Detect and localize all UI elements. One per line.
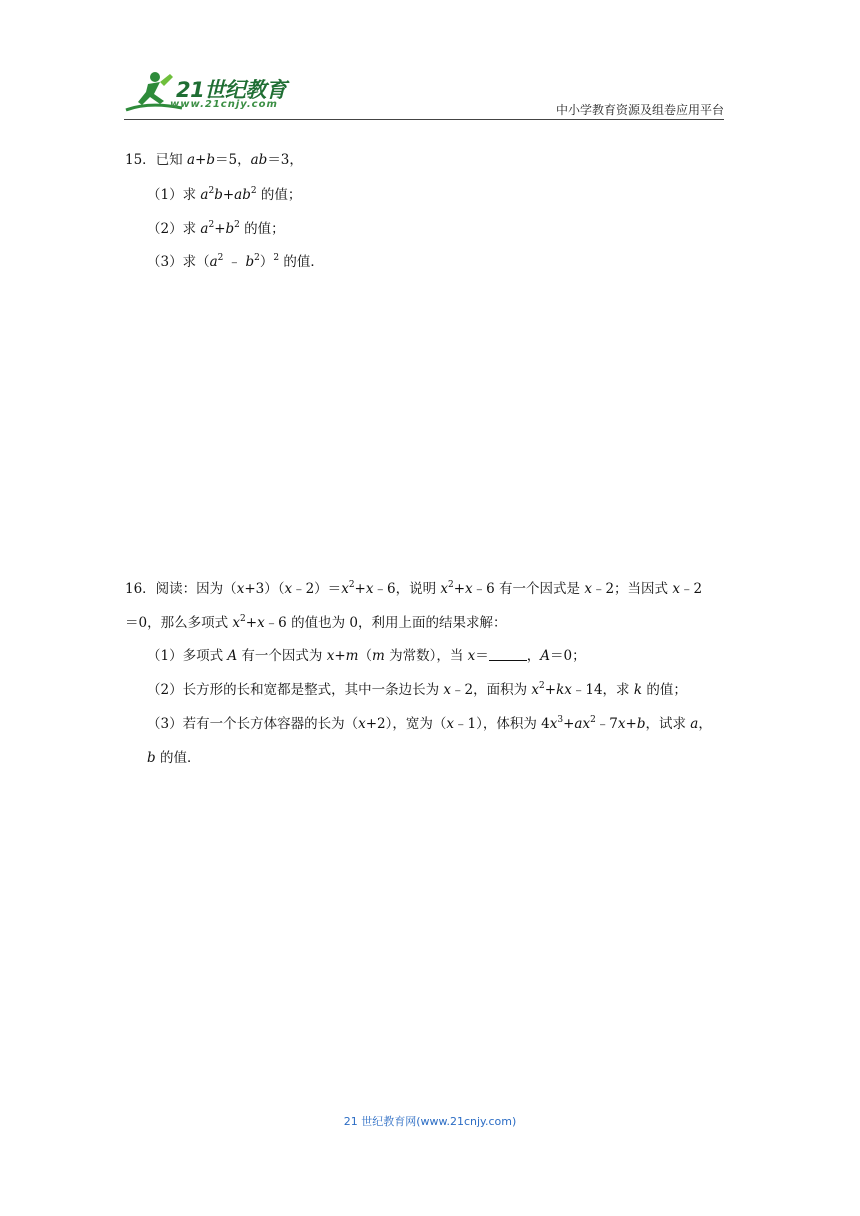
logo (124, 68, 294, 114)
q16-stem-line1: 16．阅读：因为$(x+3)(x﹣2)=x^2+x﹣6$，说明 $x^2+x﹣6$ 有一个因式是 x﹣2；当因式 x﹣2 (125, 580, 703, 597)
q16-part1: （1）多项式 A 有一个因式为 x+m（m 为常数），当 x＝ ，A＝0； (147, 648, 586, 664)
logo-text: 21世纪教育 (176, 78, 287, 102)
q15-part2: （2）求 $a^2+b^2$ 的值； (147, 220, 285, 237)
platform-name: 中小学教育资源及组卷应用平台 (555, 103, 724, 117)
page-header (124, 66, 724, 118)
q15-part1: （1）求 $a^2b+ab^2$ 的值； (147, 186, 302, 203)
q16-part3-line2: b 的值． (147, 750, 201, 766)
answer-blank (489, 648, 527, 661)
q15-stem: 15．已知 a+b＝5，ab＝3， (125, 152, 303, 168)
q16-part2: （2）长方形的长和宽都是整式，其中一条边长为 x﹣2，面积为 $x^2+kx﹣14$，求 k 的值； (147, 681, 687, 698)
page-footer[interactable]: 21 世纪教育网(www.21cnjy.com) (343, 1115, 517, 1128)
logo-url: www.21cnjy.com (170, 99, 278, 110)
q16-stem-line2: ＝0，那么多项式 $x^2+x﹣6$ 的值也为 0，利用上面的结果求解： (125, 614, 507, 631)
q15-part3: （3）求（$a^2$ ﹣ $b^2)^2$ 的值． (147, 253, 324, 270)
q16-part3-line1: （3）若有一个长方体容器的长为（x+2），宽为（x﹣1），体积为 $4x^3+ax^2﹣7x+b$，试求 a， (147, 715, 712, 732)
header-divider (124, 119, 724, 120)
